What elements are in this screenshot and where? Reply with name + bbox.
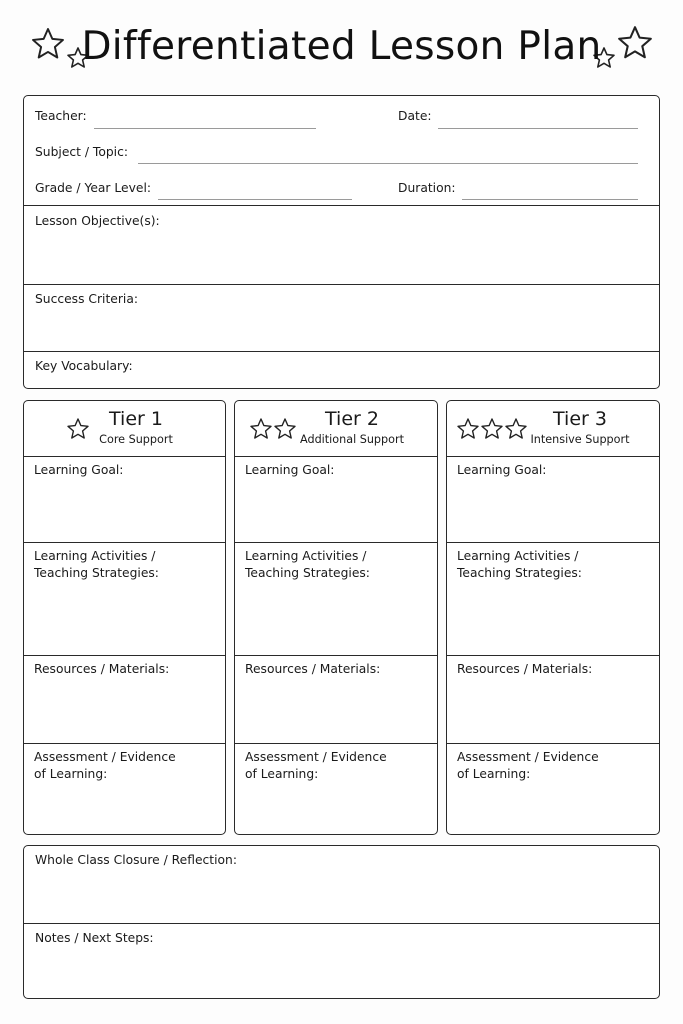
tier-name: Tier 2 xyxy=(325,408,379,430)
resources-section[interactable] xyxy=(447,655,659,743)
vocabulary-section[interactable] xyxy=(24,351,659,389)
subject-field[interactable] xyxy=(138,163,638,164)
resources-label: Resources / Materials: xyxy=(457,662,593,676)
duration-field[interactable] xyxy=(462,199,638,200)
assessment-section[interactable] xyxy=(235,743,437,835)
resources-section[interactable] xyxy=(235,655,437,743)
assessment-label: Assessment / Evidence of Learning: xyxy=(34,750,176,781)
notes-section[interactable] xyxy=(24,923,659,999)
learning-activities-section[interactable] xyxy=(235,542,437,655)
resources-section[interactable] xyxy=(24,655,225,743)
closure-notes-box xyxy=(23,845,660,999)
duration-label: Duration: xyxy=(398,181,456,195)
tier-header xyxy=(24,401,225,457)
learning-activities-label: Learning Activities / Teaching Strategies: xyxy=(34,549,159,580)
vocabulary-label: Key Vocabulary: xyxy=(35,359,133,373)
star-icon xyxy=(480,417,504,445)
criteria-section[interactable] xyxy=(24,284,659,351)
objective-label: Lesson Objective(s): xyxy=(35,214,160,228)
star-icon xyxy=(456,417,480,445)
learning-goal-section[interactable] xyxy=(447,457,659,542)
lesson-info-box xyxy=(23,95,660,389)
learning-activities-section[interactable] xyxy=(447,542,659,655)
date-field[interactable] xyxy=(438,128,638,129)
learning-goal-section[interactable] xyxy=(24,457,225,542)
learning-goal-section[interactable] xyxy=(235,457,437,542)
teacher-label: Teacher: xyxy=(35,109,87,123)
assessment-section[interactable] xyxy=(447,743,659,835)
subject-label: Subject / Topic: xyxy=(35,145,129,159)
tier-subtitle: Core Support xyxy=(99,433,173,446)
page-title: Differentiated Lesson Plan xyxy=(81,24,602,69)
tier-name: Tier 1 xyxy=(109,408,163,430)
teacher-field[interactable] xyxy=(94,128,316,129)
grade-field[interactable] xyxy=(158,199,352,200)
assessment-label: Assessment / Evidence of Learning: xyxy=(245,750,387,781)
tier-name: Tier 3 xyxy=(553,408,607,430)
assessment-section[interactable] xyxy=(24,743,225,835)
resources-label: Resources / Materials: xyxy=(245,662,381,676)
learning-activities-label: Learning Activities / Teaching Strategies: xyxy=(457,549,582,580)
assessment-label: Assessment / Evidence of Learning: xyxy=(457,750,599,781)
learning-goal-label: Learning Goal: xyxy=(245,463,335,477)
learning-activities-section[interactable] xyxy=(24,542,225,655)
learning-goal-label: Learning Goal: xyxy=(34,463,124,477)
tier-3-column xyxy=(446,400,660,835)
resources-label: Resources / Materials: xyxy=(34,662,170,676)
grade-label: Grade / Year Level: xyxy=(35,181,151,195)
tier-header xyxy=(447,401,659,457)
learning-goal-label: Learning Goal: xyxy=(457,463,547,477)
date-label: Date: xyxy=(398,109,432,123)
objective-section[interactable] xyxy=(24,205,659,284)
tier-subtitle: Additional Support xyxy=(300,433,404,446)
closure-label: Whole Class Closure / Reflection: xyxy=(35,853,237,867)
tier-2-column xyxy=(234,400,438,835)
tier-subtitle: Intensive Support xyxy=(530,433,630,446)
notes-label: Notes / Next Steps: xyxy=(35,931,154,945)
criteria-label: Success Criteria: xyxy=(35,292,139,306)
learning-activities-label: Learning Activities / Teaching Strategies: xyxy=(245,549,370,580)
star-icon xyxy=(273,417,297,445)
star-icon xyxy=(249,417,273,445)
tier-1-column xyxy=(23,400,226,835)
tier-header xyxy=(235,401,437,457)
